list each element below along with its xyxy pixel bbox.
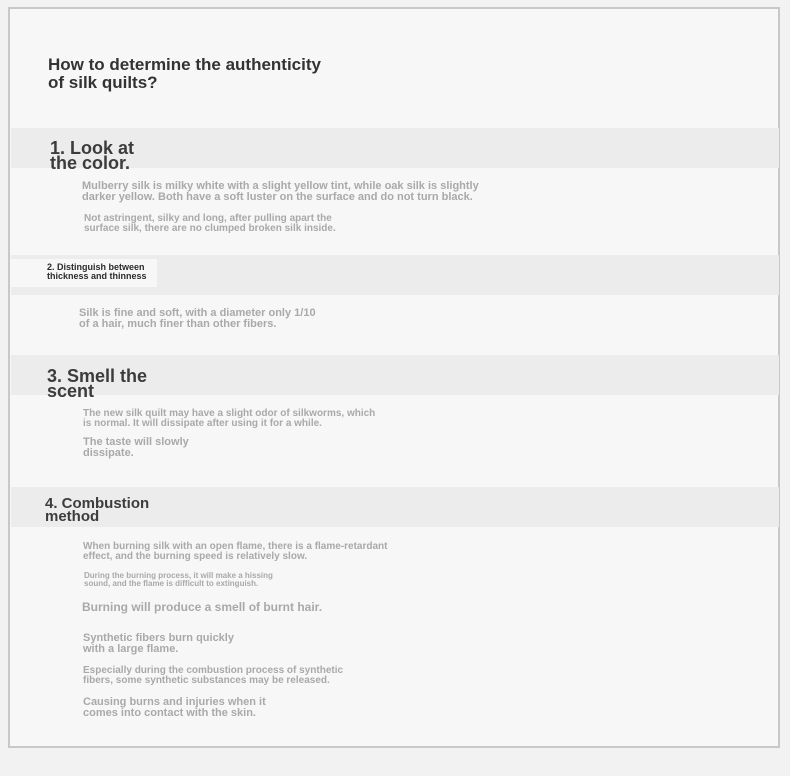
section-3-paragraph-1: The new silk quilt may have a slight odor of silkworms, which is normal. It will dissipate after using it for a while. xyxy=(83,408,376,429)
section-heading-4: 4. Combustion method xyxy=(45,495,150,525)
page-title: How to determine the authenticity of silk quilts? xyxy=(48,55,321,92)
section-1-paragraph-1: Mulberry silk is milky white with a slight yellow tint, while oak silk is slightly darker yellow. Both have a soft luster on the surface and do not turn black. xyxy=(82,180,479,203)
section-4-paragraph-5: Especially during the combustion process of synthetic fibers, some synthetic substances may be released. xyxy=(83,665,344,686)
section-3-paragraph-2: The taste will slowly dissipate. xyxy=(83,436,189,459)
section-heading-3: 3. Smell the scent xyxy=(47,366,148,401)
section-heading-2: 2. Distinguish between thickness and thinness xyxy=(11,259,157,287)
section-heading-1: 1. Look at the color. xyxy=(50,138,135,173)
section-1-paragraph-2: Not astringent, silky and long, after pulling apart the surface silk, there are no clumped broken silk inside. xyxy=(84,213,336,234)
section-4-paragraph-2: During the burning process, it will make a hissing sound, and the flame is difficult to extinguish. xyxy=(84,571,273,588)
section-4-paragraph-6: Causing burns and injuries when it comes into contact with the skin. xyxy=(83,696,266,719)
section-4-paragraph-1: When burning silk with an open flame, there is a flame-retardant effect, and the burning speed is relatively slow. xyxy=(83,541,388,562)
section-4-paragraph-3: Burning will produce a smell of burnt hair. xyxy=(82,600,323,614)
section-2-paragraph-1: Silk is fine and soft, with a diameter only 1/10 of a hair, much finer than other fibers. xyxy=(79,307,316,330)
section-4-paragraph-4: Synthetic fibers burn quickly with a large flame. xyxy=(83,632,234,655)
